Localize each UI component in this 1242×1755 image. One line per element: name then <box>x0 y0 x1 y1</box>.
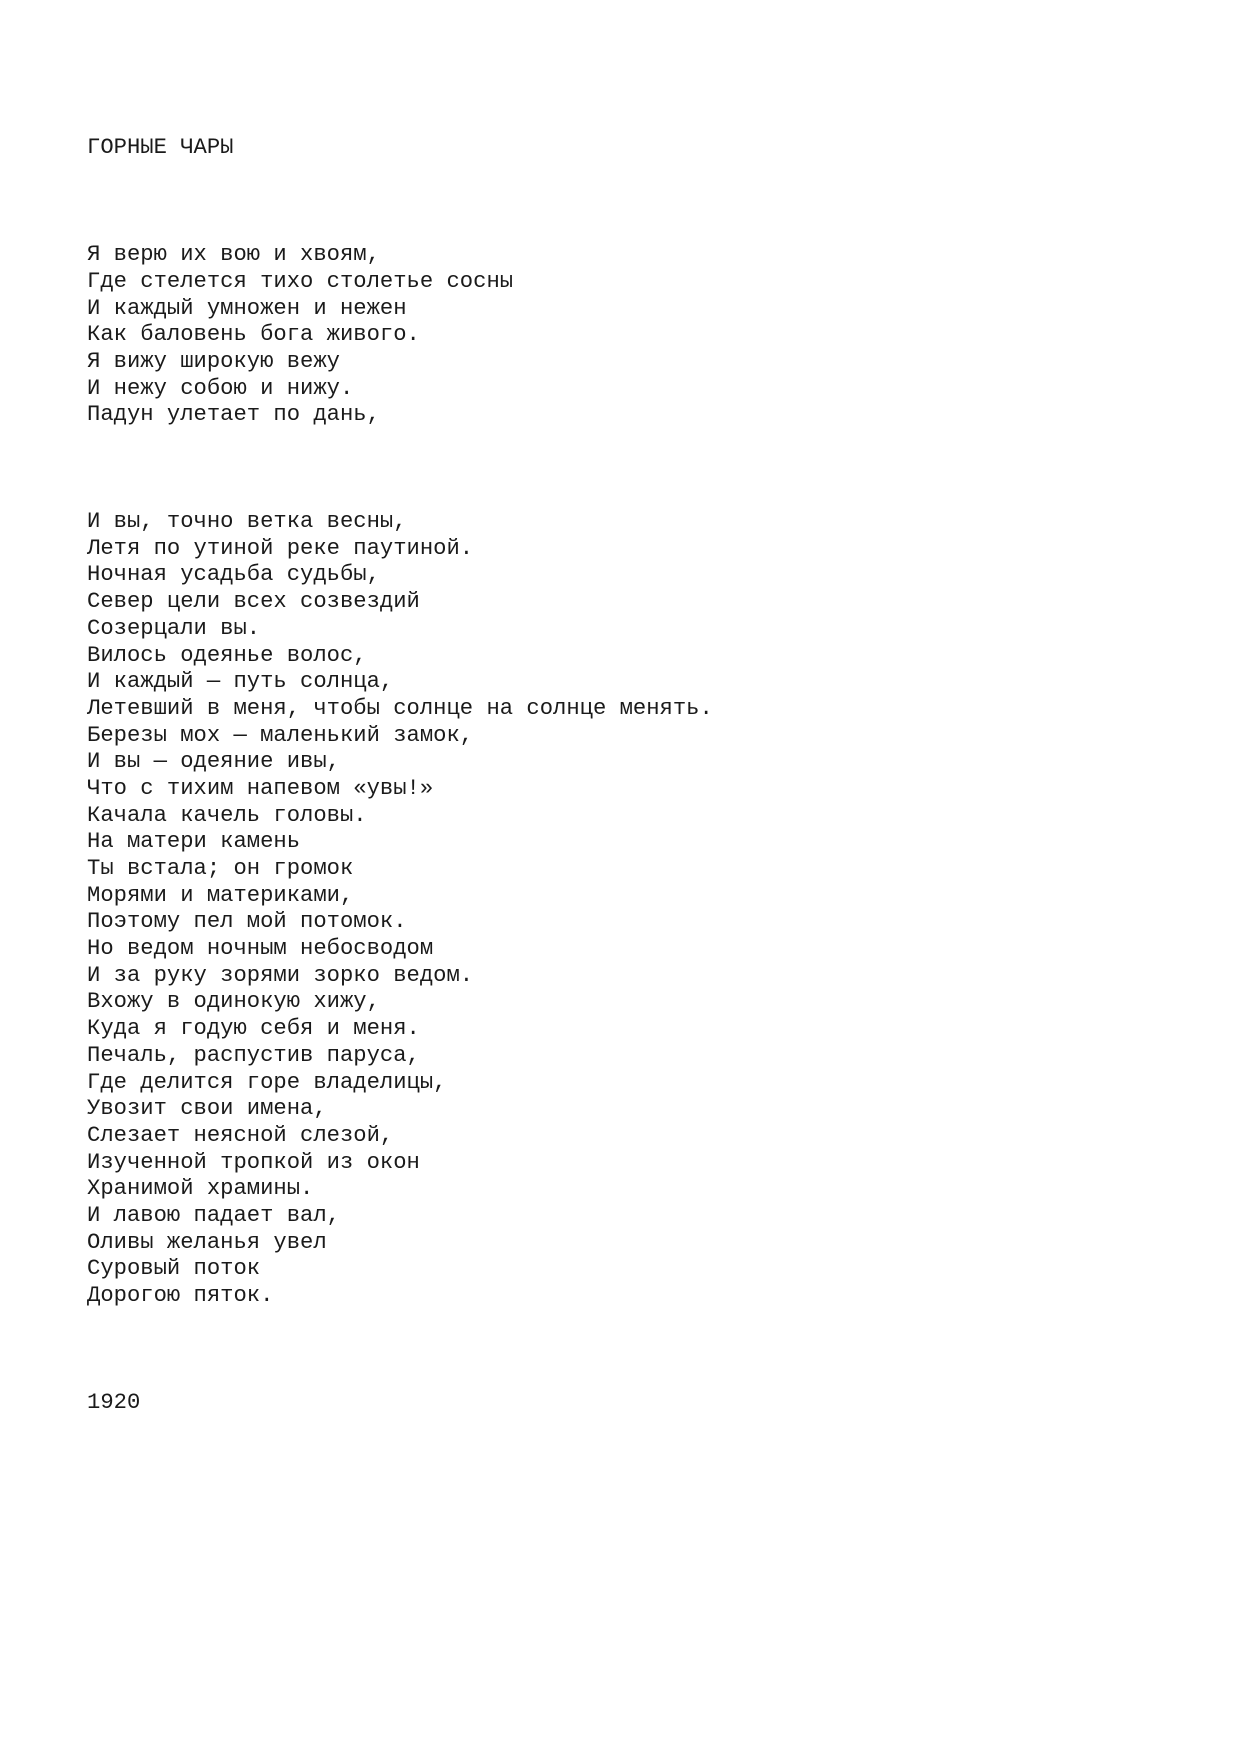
poem-line: Куда я годую себя и меня. <box>87 1016 420 1042</box>
poem-line: Поэтому пел мой потомок. <box>87 909 407 935</box>
stanza-2 <box>87 509 713 1310</box>
poem-line: И вы, точно ветка весны, <box>87 509 407 535</box>
poem-line: Вилось одеянье волос, <box>87 642 367 668</box>
poem-line: Хранимой храмины. <box>87 1176 314 1202</box>
poem-title: ГОРНЫЕ ЧАРЫ <box>87 135 234 161</box>
poem-line: Слезает неясной слезой, <box>87 1122 394 1148</box>
poem-line: И вы — одеяние ивы, <box>87 749 340 775</box>
poem-line: И каждый умножен и нежен <box>87 295 407 321</box>
poem-line: Березы мох — маленький замок, <box>87 722 474 748</box>
poem-line: И лавою падает вал, <box>87 1202 340 1228</box>
poem-line: Морями и материками, <box>87 882 354 908</box>
poem-line: Вхожу в одинокую хижу, <box>87 989 380 1015</box>
poem-line: Печаль, распустив паруса, <box>87 1042 420 1068</box>
poem-line: Изученной тропкой из окон <box>87 1149 420 1175</box>
poem-line: Падун улетает по дань, <box>87 402 380 428</box>
poem-line: И за руку зорями зорко ведом. <box>87 962 474 988</box>
poem-line: Качала качель головы. <box>87 802 367 828</box>
poem-line: Как баловень бога живого. <box>87 322 420 348</box>
poem-body <box>87 82 713 1470</box>
poem-line: Ты встала; он громок <box>87 856 354 882</box>
poem-line: Я верю их вою и хвоям, <box>87 242 380 268</box>
poem-line: Оливы желанья увел <box>87 1229 327 1255</box>
poem-line: И нежу собою и нижу. <box>87 375 354 401</box>
poem-line: На матери камень <box>87 829 301 855</box>
poem-year: 1920 <box>87 1389 141 1415</box>
poem-line: Увозит свои имена, <box>87 1096 327 1122</box>
poem-line: Летя по утиной реке паутиной. <box>87 535 474 561</box>
poem-line: Ночная усадьба судьбы, <box>87 562 380 588</box>
poem-line: Суровый поток <box>87 1256 261 1282</box>
stanza-1 <box>87 242 713 429</box>
poem-line: И каждый — путь солнца, <box>87 669 394 695</box>
poem-line: Где делится горе владелицы, <box>87 1069 447 1095</box>
poem-line: Что с тихим напевом «увы!» <box>87 775 434 801</box>
poem-line: Север цели всех созвездий <box>87 589 420 615</box>
poem-line: Где стелется тихо столетье сосны <box>87 268 514 294</box>
poem-line: Летевший в меня, чтобы солнце на солнце менять. <box>87 695 713 721</box>
poem-line: Но ведом ночным небосводом <box>87 936 434 962</box>
poem-line: Созерцали вы. <box>87 615 261 641</box>
poem-line: Я вижу широкую вежу <box>87 348 340 374</box>
poem-line: Дорогою пяток. <box>87 1283 274 1309</box>
